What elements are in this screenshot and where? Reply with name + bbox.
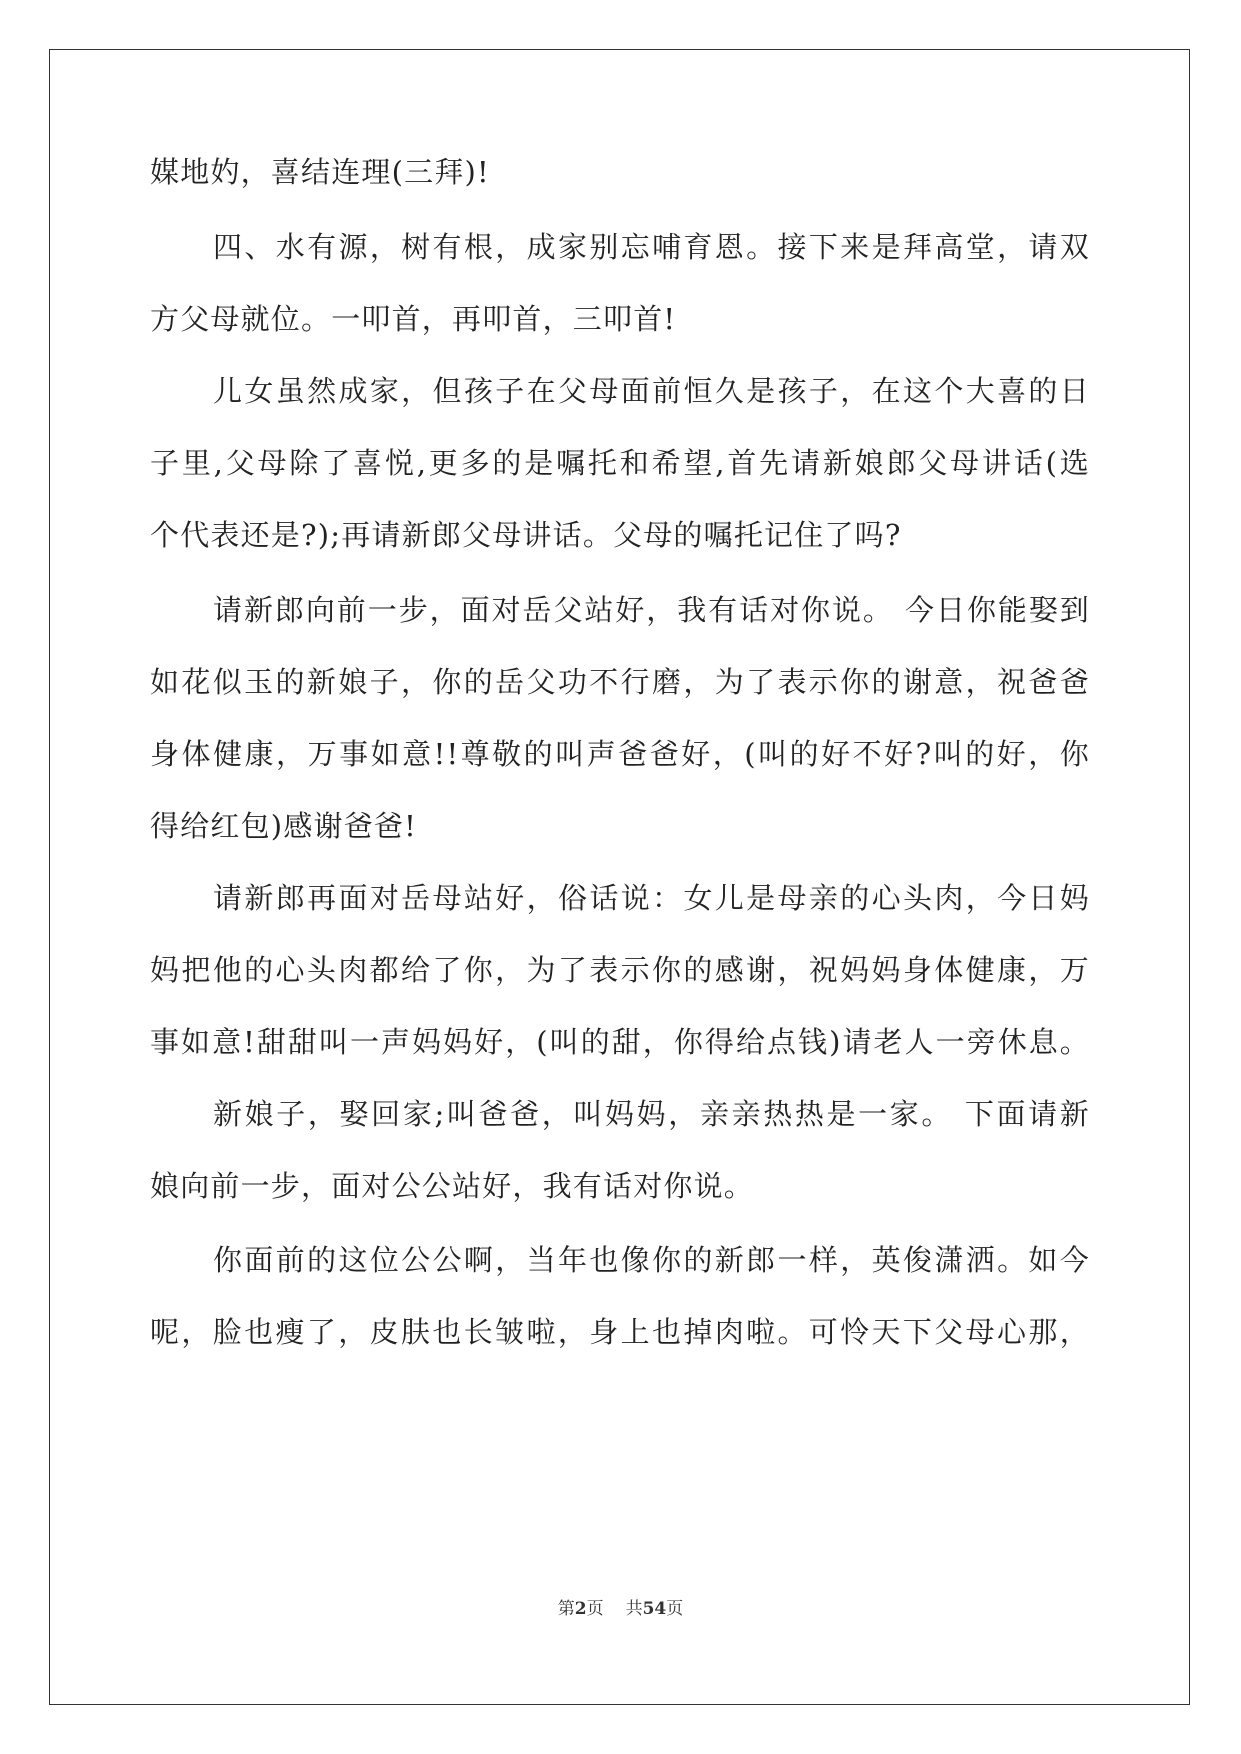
page-footer — [0, 1597, 1241, 1621]
text-line: 新娘子，娶回家;叫爸爸，叫妈妈，亲亲热热是一家。 下面请新 — [213, 1097, 1090, 1131]
text-line: 媒地妁，喜结连理(三拜)! — [150, 155, 490, 189]
total-pages-number: 54 — [642, 1599, 667, 1619]
text-line: 儿女虽然成家，但孩子在父母面前恒久是孩子，在这个大喜的日 — [213, 374, 1090, 408]
text-line: 娘向前一步，面对公公站好，我有话对你说。 — [150, 1169, 755, 1203]
total-prefix: 共 — [625, 1599, 643, 1619]
text-line: 四、水有源，树有根，成家别忘哺育恩。接下来是拜高堂，请双 — [213, 230, 1090, 264]
text-line: 请新郎向前一步，面对岳父站好，我有话对你说。 今日你能娶到 — [213, 593, 1090, 627]
page-suffix: 页 — [586, 1599, 604, 1619]
text-line: 个代表还是?);再请新郎父母讲话。父母的嘱托记住了吗? — [150, 518, 902, 552]
text-line: 呢，脸也瘦了，皮肤也长皱啦，身上也掉肉啦。可怜天下父母心那， — [150, 1315, 1090, 1349]
page-border — [49, 49, 1190, 1705]
text-line: 子里,父母除了喜悦,更多的是嘱托和希望,首先请新娘郎父母讲话(选 — [150, 446, 1090, 480]
text-line: 身体健康，万事如意!!尊敬的叫声爸爸好，(叫的好不好?叫的好，你 — [150, 737, 1090, 771]
text-line: 妈把他的心头肉都给了你，为了表示你的感谢，祝妈妈身体健康，万 — [150, 953, 1090, 987]
text-line: 得给红包)感谢爸爸! — [150, 809, 417, 843]
text-line: 事如意!甜甜叫一声妈妈好，(叫的甜，你得给点钱)请老人一旁休息。 — [150, 1025, 1090, 1059]
text-line: 方父母就位。一叩首，再叩首，三叩首! — [150, 302, 677, 336]
page-prefix: 第 — [557, 1599, 575, 1619]
text-line: 如花似玉的新娘子，你的岳父功不行磨，为了表示你的谢意，祝爸爸 — [150, 665, 1090, 699]
current-page-number: 2 — [574, 1599, 587, 1619]
text-line: 你面前的这位公公啊，当年也像你的新郎一样，英俊潇洒。如今 — [213, 1243, 1090, 1277]
total-suffix: 页 — [666, 1599, 684, 1619]
text-line: 请新郎再面对岳母站好，俗话说：女儿是母亲的心头肉，今日妈 — [213, 881, 1090, 915]
